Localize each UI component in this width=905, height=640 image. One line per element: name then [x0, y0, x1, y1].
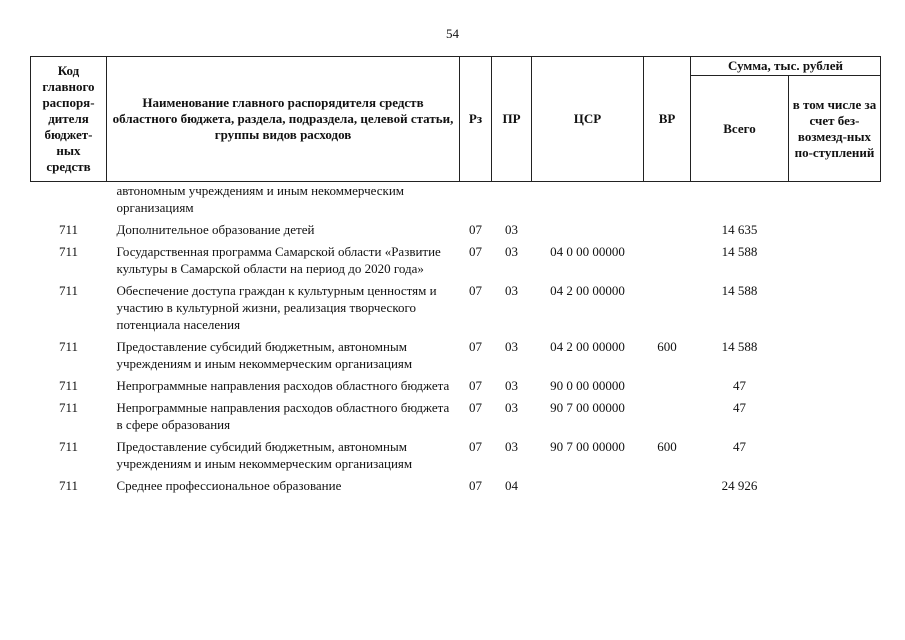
row-csr: 90 7 00 00000	[550, 439, 625, 454]
row-name: Дополнительное образование детей	[116, 222, 315, 237]
row-rz: 07	[469, 439, 482, 454]
row-name: Непрограммные направления расходов областного бюджета	[116, 378, 450, 393]
table-row	[31, 438, 881, 477]
header-total: Всего	[691, 76, 789, 182]
row-vr: 600	[657, 439, 677, 454]
row-gratuitous	[789, 399, 881, 438]
page-number: 54	[446, 26, 459, 41]
budget-table	[30, 56, 881, 499]
row-csr: 04 2 00 00000	[550, 339, 625, 354]
continuation-row	[31, 182, 881, 222]
row-rz: 07	[469, 378, 482, 393]
table-body	[31, 182, 881, 500]
row-code: 711	[58, 378, 79, 393]
row-rz: 07	[469, 339, 482, 354]
row-vr	[644, 377, 691, 399]
table-row	[31, 338, 881, 377]
row-gratuitous	[789, 438, 881, 477]
row-gratuitous	[789, 243, 881, 282]
row-total: 47	[733, 439, 746, 454]
row-csr	[532, 477, 644, 499]
header-gratuitous: в том числе за счет без-возмезд-ных по-ступлений	[789, 76, 881, 182]
row-total: 14 588	[721, 283, 758, 298]
row-name: Предоставление субсидий бюджетным, автономным учреждениям и иным некоммерческим организациям	[116, 339, 413, 371]
row-name: Среднее профессиональное образование	[116, 478, 342, 493]
row-code: 711	[58, 222, 79, 237]
row-vr	[644, 399, 691, 438]
header-vr: ВР	[644, 57, 691, 182]
header-csr: ЦСР	[532, 57, 644, 182]
row-rz: 07	[469, 244, 482, 259]
row-name: Предоставление субсидий бюджетным, автономным учреждениям и иным некоммерческим организациям	[116, 439, 413, 471]
row-csr	[532, 221, 644, 243]
row-pr: 03	[505, 339, 518, 354]
row-pr: 03	[505, 244, 518, 259]
continuation-text: автономным учреждениям и иным некоммерческим организациям	[116, 183, 405, 215]
header-rz: Рз	[460, 57, 492, 182]
row-csr: 90 7 00 00000	[550, 400, 625, 415]
table-row	[31, 377, 881, 399]
row-total: 24 926	[721, 478, 758, 493]
row-pr: 03	[505, 283, 518, 298]
table-row	[31, 282, 881, 338]
row-name: Непрограммные направления расходов областного бюджета в сфере образования	[116, 400, 450, 432]
row-vr	[644, 477, 691, 499]
row-vr: 600	[657, 339, 677, 354]
row-total: 14 588	[721, 339, 758, 354]
row-gratuitous	[789, 221, 881, 243]
row-csr: 04 2 00 00000	[550, 283, 625, 298]
row-name: Обеспечение доступа граждан к культурным ценностям и участию в культурной жизни, реализация творческого потенциала населения	[116, 283, 437, 332]
row-total: 47	[733, 378, 746, 393]
row-code: 711	[58, 283, 79, 298]
table-row	[31, 399, 881, 438]
row-gratuitous	[789, 477, 881, 499]
row-gratuitous	[789, 282, 881, 338]
header-code: Код главного распоря-дителя бюджет-ных средств	[31, 57, 107, 182]
row-code: 711	[58, 339, 79, 354]
header-name: Наименование главного распорядителя средств областного бюджета, раздела, подраздела, целевой статьи, группы видов расходов	[107, 57, 460, 182]
row-vr	[644, 282, 691, 338]
row-rz: 07	[469, 478, 482, 493]
row-code: 711	[58, 478, 79, 493]
row-code: 711	[58, 244, 79, 259]
table-row	[31, 243, 881, 282]
row-pr: 03	[505, 222, 518, 237]
row-code: 711	[58, 400, 79, 415]
table-header	[31, 57, 881, 182]
row-vr	[644, 243, 691, 282]
row-pr: 04	[505, 478, 518, 493]
row-csr: 04 0 00 00000	[550, 244, 625, 259]
row-total: 47	[733, 400, 746, 415]
row-total: 14 588	[721, 244, 758, 259]
row-rz: 07	[469, 222, 482, 237]
row-gratuitous	[789, 377, 881, 399]
row-vr	[644, 221, 691, 243]
row-pr: 03	[505, 439, 518, 454]
header-pr: ПР	[492, 57, 532, 182]
header-sum: Сумма, тыс. рублей	[691, 57, 881, 76]
row-rz: 07	[469, 283, 482, 298]
row-pr: 03	[505, 400, 518, 415]
row-name: Государственная программа Самарской области «Развитие культуры в Самарской области на период до 2020 года»	[116, 244, 441, 276]
row-gratuitous	[789, 338, 881, 377]
table-row	[31, 477, 881, 499]
row-csr: 90 0 00 00000	[550, 378, 625, 393]
row-pr: 03	[505, 378, 518, 393]
row-total: 14 635	[721, 222, 758, 237]
row-code: 711	[58, 439, 79, 454]
row-rz: 07	[469, 400, 482, 415]
table-row	[31, 221, 881, 243]
